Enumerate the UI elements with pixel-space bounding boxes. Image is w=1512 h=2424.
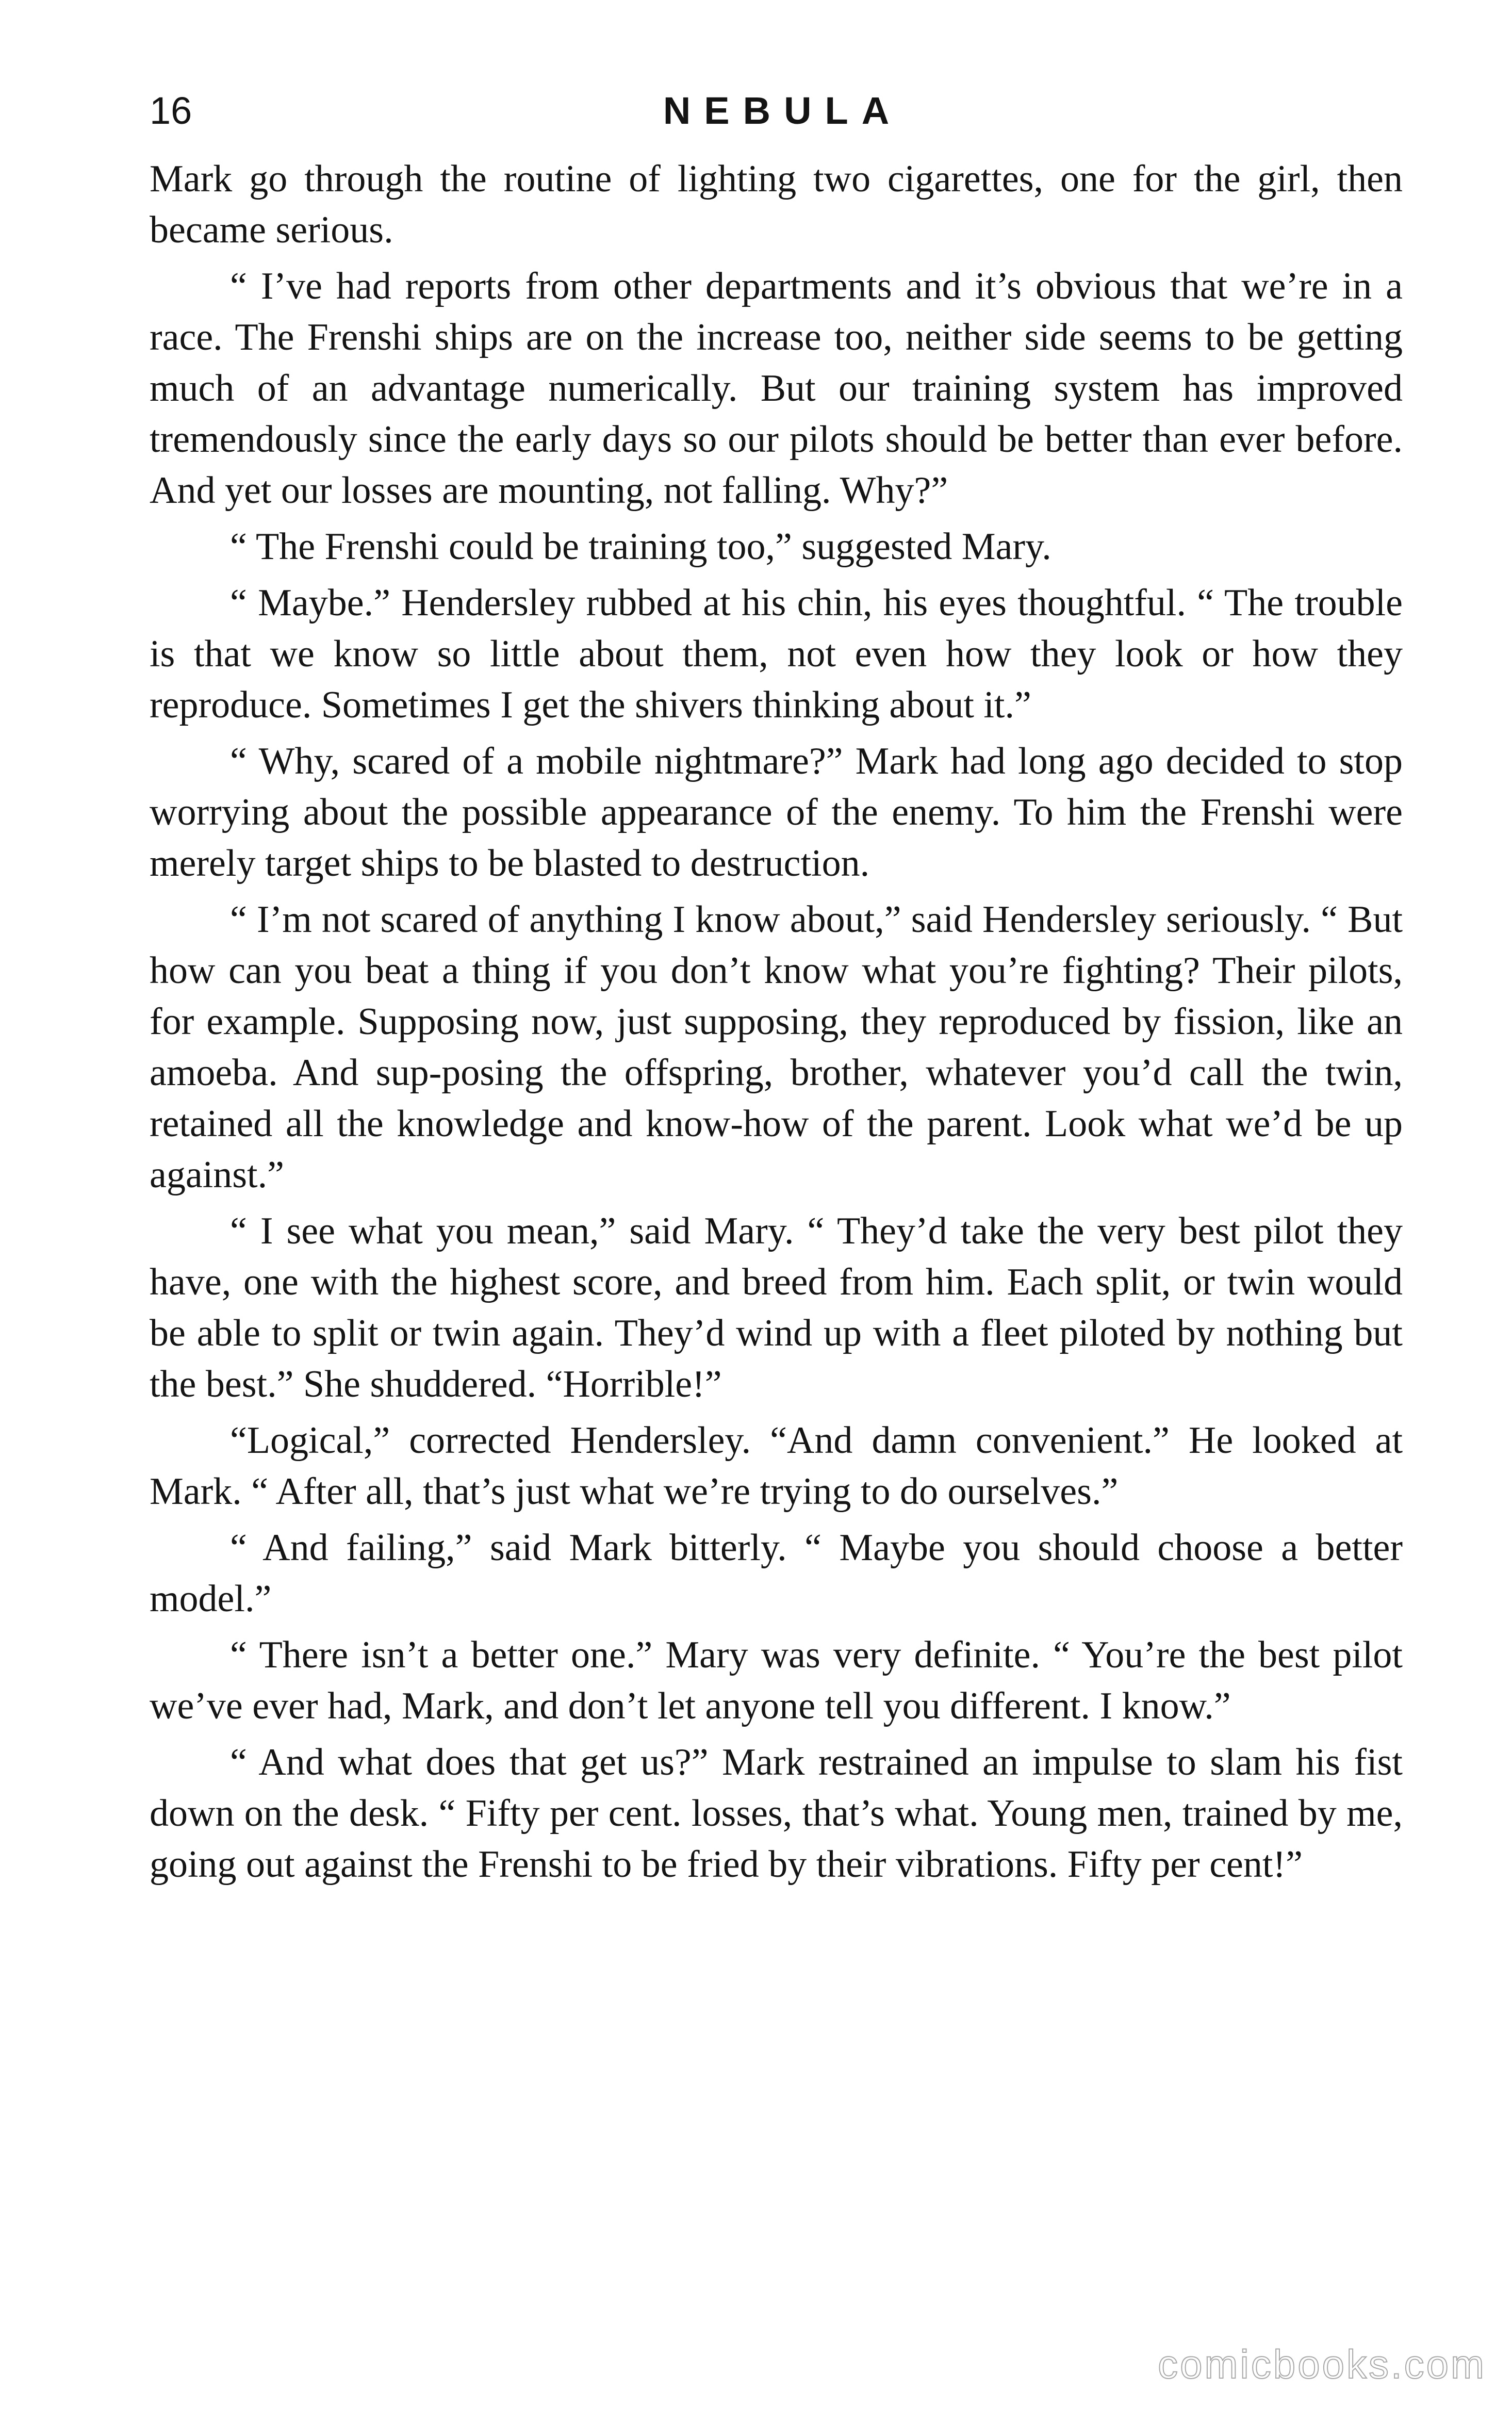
paragraph: “ I’m not scared of anything I know about,” said Hendersley seriously. “ But how can you beat a thing if you don’t know what you’re fighting? Their pilots, for example. Supposing now, just supposing, they reproduced by fission, like an amoeba. And sup-posing the offspring, brother, whatever you’d call the twin, retained all the knowledge and know-how of the parent. Look what we’d be up against.” (150, 898, 1403, 1196)
paragraph: “ Why, scared of a mobile nightmare?” Mark had long ago decided to stop worrying about the possible appearance of the enemy. To him the Frenshi were merely target ships to be blasted to destruction. (150, 740, 1403, 885)
paragraph: “ I see what you mean,” said Mary. “ They’d take the very best pilot they have, one with the highest score, and breed from him. Each split, or twin would be able to split or twin again. They’d wind up with a fleet piloted by nothing but the best.” She shuddered. “Horrible!” (150, 1210, 1403, 1405)
paragraph: “ And what does that get us?” Mark restrained an impulse to slam his fist down on the desk. “ Fifty per cent. losses, that’s what. Young men, trained by me, going out against the Frenshi to be fried by their vibrations. Fifty per cent!” (150, 1741, 1403, 1886)
watermark-text: comicbooks.com (1158, 2341, 1486, 2387)
journal-title: NEBULA (663, 89, 903, 132)
paragraph: “Logical,” corrected Hendersley. “And damn convenient.” He looked at Mark. “ After all, that’s just what we’re trying to do ourselves.” (150, 1419, 1403, 1513)
paragraph: “ There isn’t a better one.” Mary was very definite. “ You’re the best pilot we’ve ever had, Mark, and don’t let anyone tell you different. I know.” (150, 1634, 1403, 1727)
paragraph: “ The Frenshi could be training too,” suggested Mary. (230, 526, 1051, 568)
paragraph: “ Maybe.” Hendersley rubbed at his chin, his eyes thoughtful. “ The trouble is that we know so little about them, not even how they look or how they reproduce. Sometimes I get the shivers thinking about it.” (150, 582, 1403, 726)
running-head (150, 88, 1403, 150)
page-number: 16 (150, 89, 192, 132)
book-page (150, 88, 1403, 1895)
paragraph: “ I’ve had reports from other departments and it’s obvious that we’re in a race. The Frenshi ships are on the increase too, neither side seems to be getting much of an advantage numerically. But our training system has improved tremendously since the early days so our pilots should be better than ever before. And yet our losses are mounting, not falling. Why?” (150, 265, 1403, 512)
paragraph: Mark go through the routine of lighting two cigarettes, one for the girl, then became serious. (150, 158, 1403, 251)
paragraph: “ And failing,” said Mark bitterly. “ Maybe you should choose a better model.” (150, 1527, 1403, 1620)
body-text (150, 154, 1403, 1890)
